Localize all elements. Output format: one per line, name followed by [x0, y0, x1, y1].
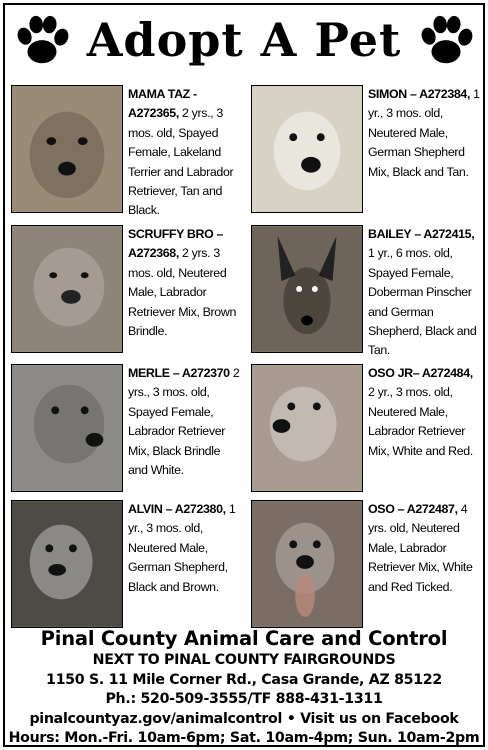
pet-details: 1 yr., 6 mos. old, Spayed Female, Doberman Pinscher and German Shepherd, Black and Tan. [368, 246, 477, 358]
pet-name-id: SCRUFFY BRO – A272368, [128, 227, 224, 261]
dog-photo [251, 85, 363, 213]
flyer-header [5, 5, 483, 79]
dog-face-icon [252, 86, 362, 212]
pet-name-id: BAILEY – A272415, [368, 227, 475, 241]
pet-details: 2 yrs., 3 mos. old, Spayed Female, Lakeland Terrier and Labrador Retriever, Tan and Black. [128, 106, 234, 218]
street-address: 1150 S. 11 Mile Corner Rd., Casa Grande, AZ 85122 [46, 671, 442, 688]
pet-details: 2 yr., 3 mos. old, Neutered Male, Labrador Retriever Mix, White and Red. [368, 385, 473, 458]
pet-description [128, 500, 242, 597]
pet-details: 2 yrs. 3 mos. old, Neutered Male, Labrador Retriever Mix, Brown Brindle. [128, 246, 236, 339]
pet-name-id: MERLE – A272370 [128, 366, 233, 380]
pet-description [128, 225, 242, 341]
pet-description [128, 364, 242, 480]
dog-photo [251, 500, 363, 628]
adoption-flyer [3, 3, 485, 747]
pet-listing-oso-jr [251, 364, 485, 500]
dog-photo [251, 364, 363, 492]
pet-details: 4 yrs. old, Neutered Male, Labrador Retriever Mix, White and Red Ticked. [368, 502, 473, 594]
pet-listing-oso [251, 500, 485, 636]
website-facebook: pinalcountyaz.gov/animalcontrol • Visit us on Facebook [29, 710, 459, 727]
dog-face-icon [252, 365, 362, 491]
pet-name-id: OSO JR– A272484, [368, 366, 473, 380]
dog-face-icon [12, 86, 122, 212]
pet-description [368, 364, 482, 461]
paw-print-icon [417, 13, 475, 71]
pet-name-id: SIMON – A272384, [368, 87, 474, 101]
page-title: Adopt A Pet [86, 13, 402, 67]
pet-name-id: MAMA TAZ - A272365, [128, 87, 197, 121]
location-note: NEXT TO PINAL COUNTY FAIRGROUNDS [92, 652, 396, 668]
dog-photo [11, 364, 123, 492]
pet-listing-bailey [251, 225, 485, 361]
dog-face-icon [12, 501, 122, 627]
pet-description [368, 85, 482, 182]
pet-description [368, 500, 482, 597]
pet-listing-merle [11, 364, 245, 500]
pet-description [368, 225, 482, 361]
dog-photo [251, 225, 363, 353]
pet-details: 1 yr., 3 mos. old, Neutered Male, German Shepherd, Black and Brown. [128, 502, 236, 594]
phone-numbers: Ph.: 520-509-3555/TF 888-431-1311 [105, 691, 383, 708]
pet-details: 1 yr., 3 mos. old, Neutered Male, German Shepherd Mix, Black and Tan. [368, 87, 480, 179]
organization-name: Pinal County Animal Care and Control [40, 627, 448, 650]
dog-photo [11, 85, 123, 213]
pet-description [128, 85, 242, 221]
dog-photo [11, 500, 123, 628]
pet-listing-simon [251, 85, 485, 221]
dog-face-icon [12, 226, 122, 352]
dog-face-icon [252, 226, 362, 352]
pet-name-id: OSO – A272487, [368, 502, 461, 516]
pet-listing-mama-taz [11, 85, 245, 221]
pet-details: 2 yrs., 3 mos. old, Spayed Female, Labrador Retriever Mix, Black Brindle and White. [128, 366, 240, 478]
pet-listing-alvin [11, 500, 245, 636]
dog-photo [11, 225, 123, 353]
contact-footer [5, 627, 483, 749]
pet-name-id: ALVIN – A272380, [128, 502, 229, 516]
dog-face-icon [252, 501, 362, 627]
dog-face-icon [12, 365, 122, 491]
pet-listing-scruffy-bro [11, 225, 245, 361]
opening-hours: Hours: Mon.-Fri. 10am-6pm; Sat. 10am-4pm; Sun. 10am-2pm [8, 730, 480, 747]
